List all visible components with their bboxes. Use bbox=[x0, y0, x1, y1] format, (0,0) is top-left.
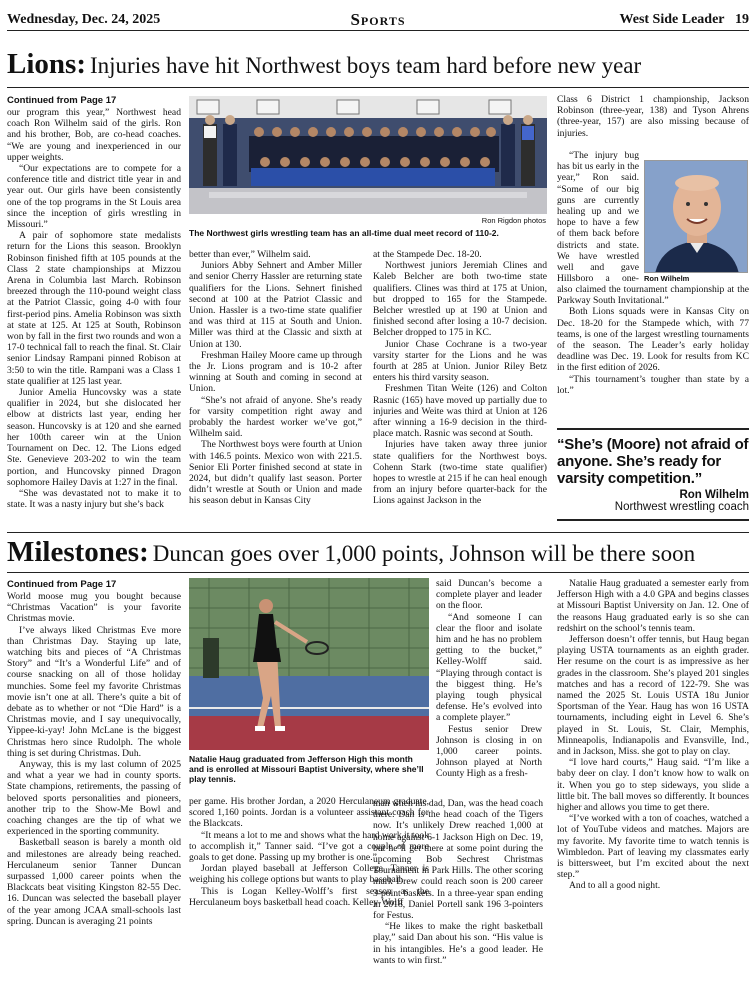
lions-column-4-top bbox=[557, 94, 749, 150]
paragraph: World moose mug you bought because “Christmas Vacation” is your favorite Christmas movie. bbox=[7, 591, 181, 625]
lions-column-4-wrap bbox=[557, 150, 639, 283]
paragraph: Freshmen Titan Weite (126) and Colton Rasnic (165) have moved up partially due to injuries and Weite was third at Union at 126 after winning a 16-9 decision in the third-place match. Rasnic was second at South. bbox=[373, 383, 547, 440]
paragraph: said Duncan’s become a complete player and leader on the floor. bbox=[436, 578, 542, 612]
paragraph: Injuries have taken away three junior state qualifiers for the Northwest boys. Cohenn Stark (two-time state qualifier) hopes to wrestle at 215 if he can heal enough from an injury before quarter-back for the Lions against Jackson in the bbox=[373, 439, 547, 507]
paragraph: Natalie Haug graduated a semester early from Jefferson High with a 4.0 GPA and begins classes at Missouri Baptist University on Jan. 12. One of the reasons Haug graduated early is so she can redshirt on the school’s tennis team. bbox=[557, 578, 749, 634]
paragraph: Jordan played baseball at Jefferson College. Tanner is weighing his college options but wants to play baseball. bbox=[189, 863, 429, 886]
issue-date: Wednesday, Dec. 24, 2025 bbox=[7, 12, 161, 27]
paragraph: I’ve always liked Christmas Eve more than Christmas Day. Staying up late, watching bits and pieces of “A Christmas Story” and “It’s a Wonderful Life” and of course snacking on all of those holiday munchies. Some feel my favorite Christmas movie isn’t one at all. There’s quite a bit of debate as to whether or not “Die Hard” is a Christmas movie, and I say unequivocally, Yippee-ki-yay! John McLane is the biggest Christmas hero since Rudolph. The whole thing is set during Christmas. Duh. bbox=[7, 624, 181, 759]
paragraph: And to all a good night. bbox=[569, 880, 661, 892]
paragraph: A pair of sophomore state medalists return for the Lions this season. Brooklyn Robinson finished fifth at 105 pounds at the Class 2 state championships at Mizzou Arena in Columbia last March. Robinson breezed through the 110-pound weight class at the Patriot Classic, going 4-0 with four first-period pins. Amelia Robinson was sixth at state at 125. At 125 at South, Robinson won by fall in the first two rounds and won a 17-0 technical fall to reach the final. St. Clair senior Lindsay Rampani pinned Robison at 3:50 to win the title. Rampani was a Class 1 state qualifier at 125 last year. bbox=[7, 230, 181, 387]
tennis-photo-caption: Natalie Haug graduated from Jefferson High this month and is enrolled at Missouri Baptist University, where she’ll play tennis. bbox=[189, 754, 424, 784]
paragraph: “This tournament’s tougher than state by a lot.” bbox=[557, 373, 749, 396]
paragraph: Class 6 District 1 championship, Jackson Robinson (three-year, 138) and Tyson Ahrens (three-year, 157) are also missing because of injuries. bbox=[557, 94, 749, 139]
pull-quote-role: Northwest wrestling coach bbox=[614, 501, 749, 513]
paragraph: Jefferson doesn’t offer tennis, but Haug began playing USTA tournaments as an eighth grader. Her resume on the court is as impressive as her grades in the classroom. She’s played 201 singles matches and has a record of 122-79. She was named the 2025 St. Louis USTA 18u Junior Sportsman of the Year. Haug has won 16 USTA tournaments, including eight in Level 6. She’s played in St. Louis, St. Clair, Memphis, Minneapolis, Indianapolis and Evansville, Ind., and in Jackson, Miss. she got to play on clay. bbox=[557, 634, 749, 758]
paragraph: better than ever,” Wilhelm said. bbox=[189, 249, 311, 260]
team-photo-caption: The Northwest girls wrestling team has an all-time dual meet record of 110-2. bbox=[189, 228, 499, 238]
continued-line: Continued from Page 17 bbox=[7, 95, 117, 106]
lions-column-2 bbox=[189, 249, 362, 527]
story-divider bbox=[7, 532, 749, 533]
headline-deck: Injuries have hit Northwest boys team hard before new year bbox=[89, 53, 642, 78]
paragraph: Anyway, this is my last column of 2025 and what a year we had in county sports. State champions, retirements, the passing of beloved sports personalities and pioneers, another trip to the Show-Me Bowl and coaching changes are the tip of what we experienced in the sporting community. bbox=[7, 759, 181, 838]
headline-rule bbox=[7, 572, 749, 573]
paragraph: man when his dad, Dan, was the head coach there. Dan is the head coach of the Tigers now. It’s unlikely Drew reached 1,000 at home against 6-1 Jackson High on Dec. 19, but he’ll get there at some point during the upcoming Bob Sechrest Christmas Tournament in Park Hills. The other scoring mark Drew could reach soon is 200 career 3-point baskets. In a three-year span ending in 2018, Daniel Portell sank 196 3-pointers for Festus. bbox=[373, 798, 543, 922]
ron-wilhelm-mugshot bbox=[644, 160, 748, 273]
lions-column-4-bottom bbox=[557, 284, 749, 422]
paragraph: Junior Amelia Huncovsky was a state qualifier in 2024, but she dislocated her elbow at districts last year, ending her season. Huncovsky is at 120 and she earned her 100th career win at the Union Tournament on Dec. 12. The Lions edged Ste. Genevieve 203-202 to win the team portion, and Huncovsky pinned Dragon sophomore Hailey Davis at 1:27 in the final. bbox=[7, 387, 181, 488]
paper-name-and-page: West Side Leader 19 bbox=[619, 12, 749, 27]
headline-deck: Duncan goes over 1,000 points, Johnson will be there soon bbox=[152, 541, 696, 566]
paragraph: This is Logan Kelley-Wolff’s first season as the Herculaneum boys basketball head coach. Kelley-Wolff bbox=[189, 885, 429, 908]
headline-kicker: Milestones: bbox=[7, 536, 149, 568]
lions-column-1 bbox=[7, 94, 181, 526]
paragraph: Northwest juniors Jeremiah Clines and Kaleb Belcher are both two-time state qualifiers. Clines was third at 175 at Union, but dropped to 165 for the Stampede. Belcher wrestled up at 190 at Union and finished second after losing a 10-7 decision. Belcher dropped to 175 in KC. bbox=[373, 260, 547, 339]
paragraph: The Northwest boys were fourth at Union with 146.5 points. Mexico won with 221.5. Senior Eli Porter finished second at state in 2024, but didn’t qualify last season. Porter didn’t wrestle at South or Union and made his season debut in Kansas City bbox=[189, 439, 362, 507]
milestones-column-1 bbox=[7, 578, 181, 978]
paragraph: “He likes to make the right basketball play,” said Dan about his son. “His value is in his intangibles. He’s a good leader. He wants to win first.” bbox=[373, 921, 543, 966]
paragraph: also claimed the tournament championship at the Parkway South Invitational.” bbox=[557, 284, 749, 307]
paragraph: “It means a lot to me and shows what the hard work it took to accomplish it,” Tanner said. “I’ve got a couple of more goals to get done. Passing up my brother is one.” bbox=[189, 829, 429, 864]
milestones-headline bbox=[7, 536, 695, 569]
lions-headline bbox=[7, 48, 641, 81]
paragraph: Festus senior Drew Johnson is closing in on 1,000 career points. Johnson played at North County High as a fresh- bbox=[436, 723, 542, 780]
team-photo-image bbox=[189, 96, 547, 214]
mugshot-caption: Ron Wilhelm bbox=[644, 274, 690, 283]
lions-column-3 bbox=[373, 249, 547, 527]
paragraph: Both Lions squads were in Kansas City on Dec. 18-20 for the Stampede which, with 77 teams, is one of the largest wrestling tournaments of the season. The Leader’s early holiday deadline was Dec. 19. Look for results from KC in the first edition of 2026. bbox=[557, 306, 749, 374]
paragraph: “She was devastated not to make it to state. It was a nasty injury but she’s back bbox=[7, 487, 181, 511]
continued-line: Continued from Page 17 bbox=[7, 579, 117, 590]
paragraph: Freshman Hailey Moore came up through the Jr. Lions program and is 10-2 after winning at South and coming in second at Union. bbox=[189, 349, 362, 395]
tennis-photo bbox=[189, 578, 429, 750]
paragraph: “I love hard courts,” Haug said. “I’m like a baby deer on clay. I don’t know how to walk on it. When you go to step sideways, you slide a little bit. The ball moves so differently. It bounces higher and allows you time to get there. bbox=[557, 757, 749, 814]
paragraph: our program this year,” Northwest head coach Ron Wilhelm said of the girls. Ron and his brother, Bob, are co-head coaches. “We are young and inexperienced in our upper weights. bbox=[7, 107, 181, 163]
pull-quote-text: “She’s (Moore) not afraid of anyone. She’s ready for varsity competition.” bbox=[557, 436, 749, 487]
pull-quote-speaker: Ron Wilhelm bbox=[679, 489, 749, 501]
tennis-photo-image bbox=[189, 578, 429, 750]
mugshot-image bbox=[645, 161, 748, 273]
paragraph: “The injury bug has bit us early in the year,” Ron said. “Some of our big guns are currently healing up and we hope to have a few of them back before districts and state. We have wrestled well and gave Hillsboro a one- bbox=[557, 150, 639, 283]
headline-kicker: Lions: bbox=[7, 48, 86, 80]
paragraph: “I’ve worked with a ton of coaches, watched a lot of YouTube videos and matches. Majors are my favorite. My favorite time to watch tennis is Wimbledon. Part of leaving my classmates early is bittersweet, but I’m excited about the next step.” bbox=[557, 813, 749, 881]
paragraph: at the Stampede Dec. 18-20. bbox=[373, 249, 482, 260]
page-folio bbox=[7, 9, 749, 31]
milestones-column-4 bbox=[557, 578, 749, 978]
paragraph: Junior Chase Cochrane is a two-year varsity starter for the Lions and he was fourth at 285 at Union. Junior Riley Betz enters his third varsity season. bbox=[373, 338, 547, 384]
paragraph: per game. His brother Jordan, a 2020 Herculaneum graduate, scored 1,160 points. Jordan is a volunteer assistant coach for the Blackcats. bbox=[189, 796, 429, 830]
pull-quote bbox=[557, 428, 749, 521]
milestones-column-3-bottom bbox=[373, 798, 543, 978]
paragraph: “Our expectations are to compete for a conference title and district title year in and year out. Our girls have been consistently one of the top programs in the St Louis area since the inception of girls wrestling in Missouri.” bbox=[7, 163, 181, 231]
paragraph: Juniors Abby Sehnert and Amber Miller and senior Cherry Hassler are returning state qualifiers for the Lions. Sehnert finished second at 100 at the Patriot Classic and Union. Hassler is a two-time state qualifier and was third at 115 at South and Union. Miller was third at the Classic and sixth at Union at 130. bbox=[189, 260, 362, 350]
milestones-column-3-top bbox=[436, 578, 542, 796]
headline-rule bbox=[7, 87, 749, 88]
paragraph: “And someone I can clear the floor and isolate him and he has no problem getting to the bucket,” Kelley-Wolff said. “Playing through contact is the biggest thing. He’s playing tough physical defense. He’s evolved into a complete player.” bbox=[436, 611, 542, 724]
paragraph: “She’s not afraid of anyone. She’s ready for varsity competition right away and probably the hardest worker we’ve got,” Wilhelm said. bbox=[189, 394, 362, 440]
section-name: Sports bbox=[350, 10, 406, 29]
photo-credit: Ron Rigdon photos bbox=[481, 216, 546, 225]
paragraph: Basketball season is barely a month old and milestones are already being reached. Herculaneum senior Tanner Duncan surpassed 1,000 career points when the Blackcats beat visiting Kingston 82-55 Dec. 16. Duncan was selected the baseball player of the year among JCAA small-schools last spring. Duncan is averaging 21 points bbox=[7, 837, 181, 927]
team-photo bbox=[189, 96, 547, 214]
